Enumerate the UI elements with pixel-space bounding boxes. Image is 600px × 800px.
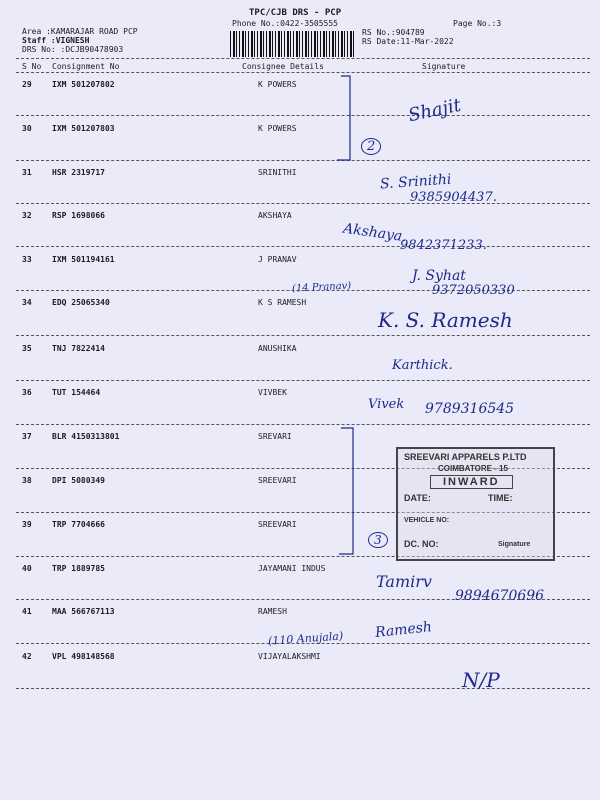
row-sno: 29 — [22, 80, 32, 89]
signature-32: Akshaya. — [342, 220, 408, 246]
phone-32: 9842371233. — [400, 238, 487, 253]
stamp-time-label: TIME: — [488, 493, 513, 503]
row-consignee: VIJAYALAKSHMI — [258, 652, 321, 661]
row-sno: 32 — [22, 211, 32, 220]
signature-35: Karthick. — [392, 358, 453, 373]
row-sno: 31 — [22, 168, 32, 177]
row-consignee: ANUSHIKA — [258, 344, 297, 353]
row-consignee: AKSHAYA — [258, 211, 292, 220]
stamp-inward: INWARD — [430, 475, 513, 489]
row-consignee: J PRANAV — [258, 255, 297, 264]
phone-31: 9385904437. — [410, 190, 497, 205]
row-consignment: TRP 7704666 — [52, 520, 105, 529]
row-consignment: RSP 1698066 — [52, 211, 105, 220]
row-sno: 42 — [22, 652, 32, 661]
row-consignment: EDQ 25065340 — [52, 298, 110, 307]
row-consignee: VIVBEK — [258, 388, 287, 397]
signature-42: N/P — [462, 668, 500, 692]
staff-label: Staff :VIGNESH — [22, 36, 90, 45]
signature-34: K. S. Ramesh — [378, 308, 513, 332]
signature-40: Tamirv — [376, 572, 432, 591]
stamp-vehicle-label: VEHICLE NO: — [404, 517, 450, 524]
row-sno: 37 — [22, 432, 32, 441]
row-divider — [16, 380, 590, 381]
row-divider — [16, 246, 590, 247]
stamp-company: SREEVARI APPARELS P.LTD — [404, 452, 527, 462]
note-41: (110 Anujala) — [267, 629, 344, 648]
bracket-mark — [335, 424, 365, 559]
row-consignment: TRP 1889785 — [52, 564, 105, 573]
note-33: (14 Pranav) — [291, 280, 352, 295]
row-sno: 38 — [22, 476, 32, 485]
phone-33: 9372050330 — [432, 283, 515, 298]
signature-31: S. Srinithi — [379, 171, 452, 193]
bracket-mark — [335, 72, 365, 164]
row-sno: 33 — [22, 255, 32, 264]
area-label: Area :KAMARAJAR ROAD PCP — [22, 27, 138, 36]
row-consignment: MAA 566767113 — [52, 607, 115, 616]
row-consignee: SREEVARI — [258, 476, 297, 485]
signature-33: J. Syhat — [412, 268, 466, 284]
phone-number: Phone No.:0422-3505555 — [232, 19, 338, 28]
row-consignee: K S RAMESH — [258, 298, 307, 307]
row-divider — [16, 335, 590, 336]
row-consignment: BLR 4150313801 — [52, 432, 120, 441]
stamp-signature-label: Signature — [498, 541, 531, 548]
columns-divider — [16, 72, 590, 73]
col-consignment: Consignment No — [52, 62, 120, 71]
row-consignee: JAYAMANI INDUS — [258, 564, 326, 573]
drs-number: DRS No: :DCJB90478903 — [22, 45, 124, 54]
rs-date: RS Date:11-Mar-2022 — [362, 37, 454, 46]
row-consignee: K POWERS — [258, 80, 297, 89]
row-consignment: HSR 2319717 — [52, 168, 105, 177]
col-consignee: Consignee Details — [242, 62, 324, 71]
row-sno: 35 — [22, 344, 32, 353]
row-consignee: K POWERS — [258, 124, 297, 133]
stamp-date-label: DATE: — [404, 493, 431, 503]
circled-mark: 2 — [361, 138, 381, 155]
row-consignment: TNJ 7822414 — [52, 344, 105, 353]
row-sno: 41 — [22, 607, 32, 616]
report-title: TPC/CJB DRS - PCP — [249, 8, 342, 18]
col-signature: Signature — [422, 62, 466, 71]
header-divider — [16, 58, 590, 59]
inward-stamp — [396, 447, 555, 561]
stamp-city: COIMBATORE - 15 — [438, 464, 508, 473]
row-consignee: SREEVARI — [258, 520, 297, 529]
signature-41: Ramesh — [374, 619, 433, 641]
row-consignee: SREVARI — [258, 432, 292, 441]
rs-number: RS No.:904789 — [362, 28, 425, 37]
row-divider — [16, 160, 590, 161]
signature-36: Vivek — [368, 397, 405, 412]
phone-36: 9789316545 — [425, 401, 515, 417]
row-consignee: SRINITHI — [258, 168, 297, 177]
row-divider — [16, 115, 590, 116]
phone-40: 9894670696 — [455, 588, 545, 604]
barcode — [230, 31, 356, 57]
col-sno: S No — [22, 62, 42, 71]
row-sno: 39 — [22, 520, 32, 529]
row-divider — [16, 688, 590, 689]
row-consignment: IXM 501194161 — [52, 255, 115, 264]
row-sno: 36 — [22, 388, 32, 397]
row-consignment: IXM 501207803 — [52, 124, 115, 133]
signature-30: Shajit — [406, 94, 463, 127]
row-sno: 30 — [22, 124, 32, 133]
row-consignment: DPI 5080349 — [52, 476, 105, 485]
circled-mark: 3 — [368, 532, 388, 548]
row-consignee: RAMESH — [258, 607, 287, 616]
row-divider — [16, 424, 590, 425]
row-sno: 40 — [22, 564, 32, 573]
stamp-dc-label: DC. NO: — [404, 539, 439, 549]
row-sno: 34 — [22, 298, 32, 307]
row-divider — [16, 203, 590, 204]
row-consignment: VPL 498148568 — [52, 652, 115, 661]
page-number: Page No.:3 — [453, 19, 502, 28]
row-consignment: IXM 501207802 — [52, 80, 115, 89]
row-consignment: TUT 154464 — [52, 388, 101, 397]
